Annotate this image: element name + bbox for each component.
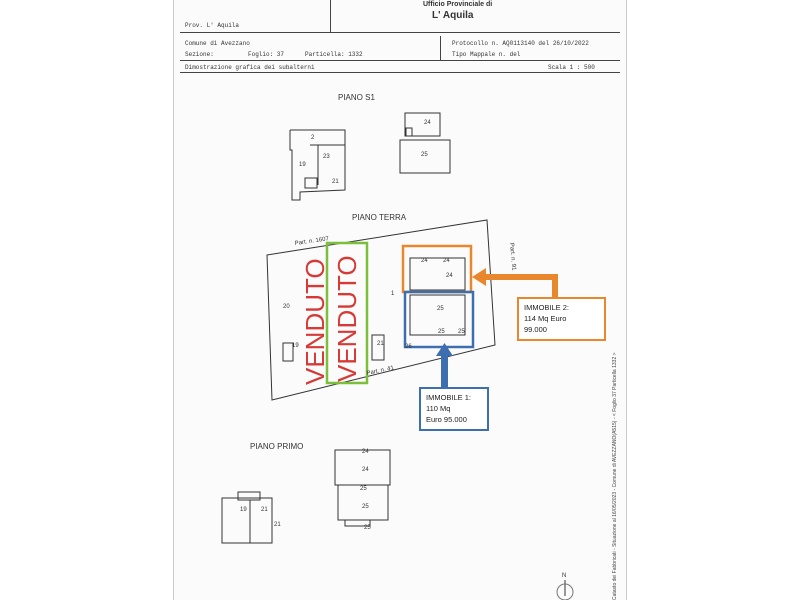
immobile-1-price: Euro 95.000	[426, 415, 467, 424]
immobile-2-area: 114 Mq Euro	[524, 314, 567, 323]
immobile-1-box	[419, 387, 489, 431]
plan-label: 26	[405, 344, 412, 350]
office-city: L' Aquila	[432, 10, 474, 21]
part-label: Part. n. 41	[366, 365, 395, 377]
plan-label: 19	[292, 343, 299, 349]
immobile-2-title: IMMOBILE 2:	[524, 303, 570, 312]
immobile-2-arrowhead	[472, 268, 486, 286]
plan-label: 19	[240, 507, 247, 513]
plan-label: 25	[437, 306, 444, 312]
province-label: Prov. L' Aquila	[185, 22, 240, 29]
plan-label: 21	[274, 522, 281, 528]
plan-label: 2	[311, 135, 315, 141]
particella-label: Particella: 1332	[305, 51, 363, 58]
plan-terra-details	[410, 258, 465, 335]
plan-label: 24	[446, 273, 453, 279]
tipo-mappale-label: Tipo Mappale n. del	[452, 51, 521, 58]
immobile-2-highlight	[403, 246, 471, 292]
plan-label: 24	[362, 449, 369, 455]
floor-label-terra: PIANO TERRA	[352, 213, 407, 222]
foglio-label: Foglio: 37	[248, 51, 285, 58]
plan-label: 21	[261, 507, 268, 513]
plan-label: 23	[323, 154, 330, 160]
immobile-1-highlight	[405, 292, 473, 347]
plan-label: 25	[458, 329, 465, 335]
office-title: Ufficio Provinciale di	[423, 1, 493, 8]
plan-primo-left	[222, 492, 272, 543]
plan-label: 25	[360, 486, 367, 492]
north-label: N	[562, 573, 567, 579]
plan-label: 1	[391, 291, 395, 297]
part-label: Part. n. 91	[508, 242, 517, 271]
comune-label: Comune di Avezzano	[185, 40, 250, 47]
plan-label: 24	[443, 258, 450, 264]
dimostrazione-label: Dimostrazione grafica dei subalterni	[185, 64, 315, 71]
venduto-stamp: VENDUTO	[300, 258, 330, 385]
protocollo-label: Protocollo n. AQ0113140 del 26/10/2022	[452, 40, 589, 47]
part-label: Part. n. 1607	[294, 236, 330, 247]
immobile-1-area: 110 Mq	[426, 404, 451, 413]
plan-label: 21	[332, 179, 339, 185]
immobile-1-arrow	[441, 352, 448, 387]
plan-label: 25	[362, 504, 369, 510]
floor-label-primo: PIANO PRIMO	[250, 442, 304, 451]
plan-label: 19	[299, 162, 306, 168]
plan-label: 25	[421, 152, 428, 158]
plan-label: 20	[283, 304, 290, 310]
plan-label: 21	[377, 341, 384, 347]
plan-label: 24	[362, 467, 369, 473]
plan-label: 24	[424, 120, 431, 126]
immobile-1-arrowhead	[436, 343, 453, 356]
plan-label: 25	[364, 525, 371, 531]
immobile-2-box	[517, 297, 606, 341]
side-catasto-text: Catasto dei Fabbricati - Situazione al 16/05/2023 - Comune di AVEZZANO(A515) - < Foglio 37 Particella 1332 >	[612, 352, 618, 600]
plan-label: 25	[438, 329, 445, 335]
scala-label: Scala 1 : 500	[548, 64, 595, 71]
venduto-stamp: VENDUTO	[332, 255, 362, 382]
immobile-2-price: 99.000	[524, 325, 547, 334]
sezione-label: Sezione:	[185, 51, 214, 58]
plan-label: 24	[421, 258, 428, 264]
floor-label-s1: PIANO S1	[338, 93, 375, 102]
immobile-1-title: IMMOBILE 1:	[426, 393, 472, 402]
